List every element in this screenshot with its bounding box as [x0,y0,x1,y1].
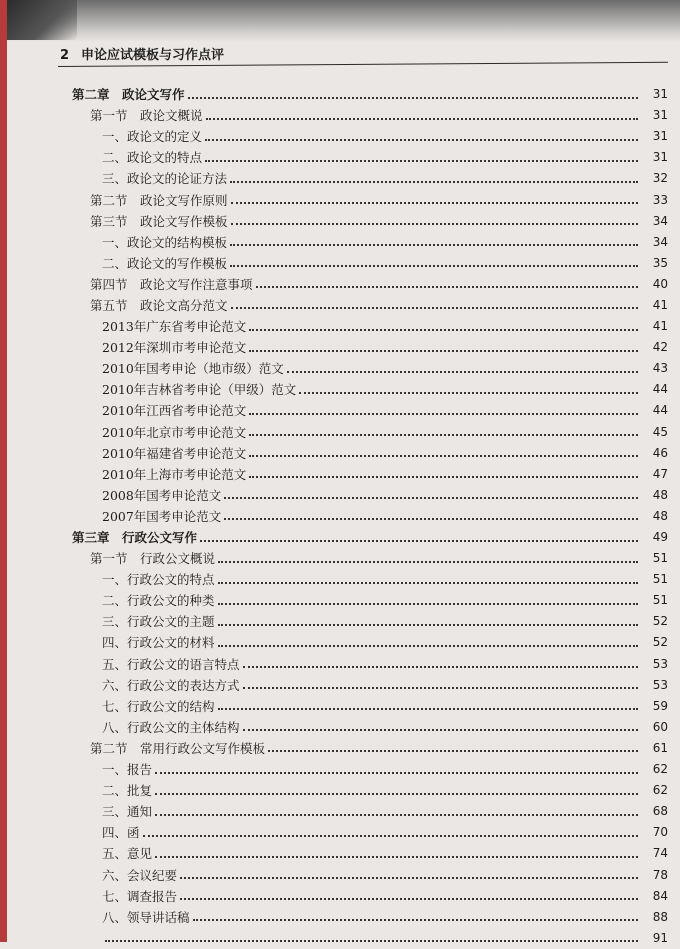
dot-leader [299,392,638,394]
toc-entry[interactable] [72,632,668,653]
dot-leader [193,919,638,921]
toc-page-number: 62 [652,783,668,798]
toc-entry-label: 六、会议纪要 [102,867,178,883]
toc-entry-label: 2008年国考申论范文 [102,487,222,503]
dot-leader [155,772,638,774]
toc-entry-label: 第一节 行政公文概说 [90,551,216,567]
dot-leader [231,223,638,225]
toc-entry[interactable] [72,654,668,675]
toc-page-number: 74 [652,846,668,861]
toc-entry[interactable] [72,400,668,421]
toc-chapter[interactable] [72,84,668,105]
toc-entry-label: 八、领导讲话稿 [102,909,190,925]
toc-page-number: 44 [652,382,668,397]
toc-entry[interactable] [72,358,668,379]
dot-leader [218,582,638,584]
toc-section[interactable] [72,105,668,126]
toc-entry[interactable] [72,907,668,928]
toc-entry[interactable] [72,506,668,527]
toc-entry[interactable] [72,822,668,843]
dot-leader [243,687,638,689]
toc-page-number: 34 [652,213,668,228]
toc-entry-label: 2013年广东省考申论范文 [102,319,247,335]
toc-entry[interactable] [72,316,668,337]
toc-entry-label: 第二节 常用行政公文写作模板 [90,740,266,756]
toc-entry-label: 2010年吉林省考申论（甲级）范文 [102,382,297,398]
dot-leader [155,793,638,795]
dot-leader [224,518,638,520]
dot-leader [218,624,638,626]
toc-page-number: 53 [652,656,668,671]
dot-leader [231,307,638,309]
toc-page-number: 60 [652,719,668,734]
toc-entry-label: 一、政论文的结构模板 [102,234,228,250]
dot-leader [205,139,638,141]
toc-entry-label: 四、函 [102,825,140,841]
toc-entry[interactable] [72,379,668,400]
toc-entry-label: 一、政论文的定义 [102,129,203,145]
header-book-title: 申论应试模板与习作点评 [81,48,225,63]
toc-entry[interactable] [72,843,668,864]
dot-leader [249,476,638,478]
toc-page-number: 42 [652,340,668,355]
toc-entry[interactable] [72,443,668,464]
toc-page-number: 52 [652,635,668,650]
toc-entry-label: 2010年北京市考申论范文 [102,424,247,440]
toc-page-number: 40 [652,276,668,291]
toc-page-number: 47 [652,466,668,481]
toc-entry[interactable] [72,717,668,738]
toc-page-number: 32 [652,171,668,186]
toc-page-number: 31 [652,108,668,123]
toc-entry-label: 二、行政公文的种类 [102,593,215,609]
toc-page-number: 49 [652,530,668,545]
toc-entry-label: 第三节 政论文写作模板 [90,213,228,229]
dot-leader [188,97,638,99]
toc-entry-label: 2007年国考申论范文 [102,508,222,524]
toc-entry[interactable] [72,780,668,801]
toc-page-number: 48 [652,487,668,502]
toc-entry[interactable] [72,886,668,907]
toc-page-number: 51 [652,593,668,608]
dot-leader [155,856,638,858]
toc-page-number: 31 [652,87,668,102]
toc-page-number: 59 [652,698,668,713]
toc-page-number: 62 [652,762,668,777]
toc-entry[interactable] [72,337,668,358]
toc-entry[interactable] [72,569,668,590]
toc-entry-label: 第三章 行政公文写作 [72,530,198,546]
toc-page-number: 68 [652,804,668,819]
toc-entry-label: 一、行政公文的特点 [102,572,215,588]
toc-entry[interactable] [72,696,668,717]
dot-leader [249,350,638,352]
toc-entry-label: 2010年江西省考申论范文 [102,403,247,419]
toc-page-number: 33 [652,192,668,207]
header-page-number: 2 [60,48,70,63]
toc-entry-label: 第一节 政论文概说 [90,108,203,124]
toc-page-number: 84 [652,888,668,903]
dot-leader [256,286,638,288]
toc-entry[interactable] [72,675,668,696]
toc-page-number: 44 [652,403,668,418]
dot-leader [224,497,638,499]
toc-entry[interactable] [72,126,668,147]
toc-entry-label: 第二节 政论文写作原则 [90,192,228,208]
toc-entry-label: 2010年国考申论（地市级）范文 [102,361,284,377]
dot-leader [249,329,638,331]
toc-entry-label: 三、通知 [102,804,153,820]
toc-page-number: 48 [652,508,668,523]
toc-entry[interactable] [72,759,668,780]
toc-page-number: 70 [652,825,668,840]
toc-entry-label: 三、行政公文的主题 [102,614,215,630]
toc-entry[interactable] [72,147,668,168]
dot-leader [180,898,638,900]
toc-entry-label: 二、政论文的写作模板 [102,255,228,271]
dot-leader [249,455,638,457]
toc-entry[interactable] [72,168,668,189]
toc-section[interactable] [72,189,668,210]
toc-entry-label: 八、行政公文的主体结构 [102,719,240,735]
dot-leader [218,645,638,647]
toc-entry-label: 五、行政公文的语言特点 [102,656,240,672]
toc-entry-label: 一、报告 [102,762,153,778]
toc-entry[interactable] [72,928,668,949]
page-edge-binding [0,0,7,942]
dot-leader [218,708,638,710]
toc-page-number: 88 [652,909,668,924]
toc-entry-label: 二、政论文的特点 [102,150,203,166]
toc-section[interactable] [72,738,668,759]
toc-entry[interactable] [72,422,668,443]
toc-page-number: 35 [652,255,668,270]
toc-entry-label: 2012年深圳市考申论范文 [102,340,247,356]
toc-entry-label: 六、行政公文的表达方式 [102,677,240,693]
dot-leader [180,877,638,879]
top-shadow [7,0,680,42]
dot-leader [218,561,638,563]
toc-entry-label: 七、调查报告 [102,888,178,904]
toc-entry[interactable] [72,232,668,253]
running-header [60,44,224,64]
toc-entry[interactable] [72,485,668,506]
table-of-contents [72,84,668,949]
toc-entry-label: 第四节 政论文写作注意事项 [90,276,253,292]
dot-leader [200,540,638,542]
toc-entry-label: 2010年福建省考申论范文 [102,445,247,461]
dot-leader [205,160,638,162]
dot-leader [243,729,638,731]
dot-leader [206,118,638,120]
toc-entry[interactable] [72,464,668,485]
dot-leader [249,413,638,415]
toc-page-number: 41 [652,319,668,334]
dot-leader [143,835,638,837]
toc-entry-label: 二、批复 [102,783,153,799]
toc-section[interactable] [72,274,668,295]
toc-page-number: 51 [652,551,668,566]
toc-page-number: 91 [652,930,668,945]
dot-leader [155,814,638,816]
toc-entry-label: 五、意见 [102,846,153,862]
toc-page-number: 43 [652,361,668,376]
toc-page-number: 31 [652,129,668,144]
toc-section[interactable] [72,295,668,316]
toc-page-number: 53 [652,677,668,692]
toc-page-number: 52 [652,614,668,629]
toc-entry-label: 第二章 政论文写作 [72,87,185,103]
toc-entry-label: 七、行政公文的结构 [102,698,215,714]
toc-page-number: 31 [652,150,668,165]
toc-entry[interactable] [72,864,668,885]
toc-entry[interactable] [72,253,668,274]
toc-entry[interactable] [72,611,668,632]
dot-leader [230,265,638,267]
toc-entry[interactable] [72,590,668,611]
dot-leader [243,666,638,668]
toc-page-number: 41 [652,297,668,312]
dot-leader [268,750,638,752]
toc-page-number: 46 [652,445,668,460]
toc-page-number: 34 [652,234,668,249]
toc-page-number: 45 [652,424,668,439]
top-left-shadow [7,0,77,40]
dot-leader [218,603,638,605]
toc-entry-label: 2010年上海市考申论范文 [102,466,247,482]
dot-leader [287,371,638,373]
toc-page-number: 78 [652,867,668,882]
dot-leader [230,244,638,246]
toc-chapter[interactable] [72,527,668,548]
toc-entry-label: 第五节 政论文高分范文 [90,297,228,313]
toc-section[interactable] [72,548,668,569]
toc-entry[interactable] [72,801,668,822]
toc-entry-label: 四、行政公文的材料 [102,635,215,651]
dot-leader [231,202,638,204]
dot-leader [230,181,638,183]
toc-page-number: 51 [652,572,668,587]
toc-section[interactable] [72,211,668,232]
dot-leader [249,434,638,436]
toc-entry-label: 三、政论文的论证方法 [102,171,228,187]
toc-page-number: 61 [652,740,668,755]
